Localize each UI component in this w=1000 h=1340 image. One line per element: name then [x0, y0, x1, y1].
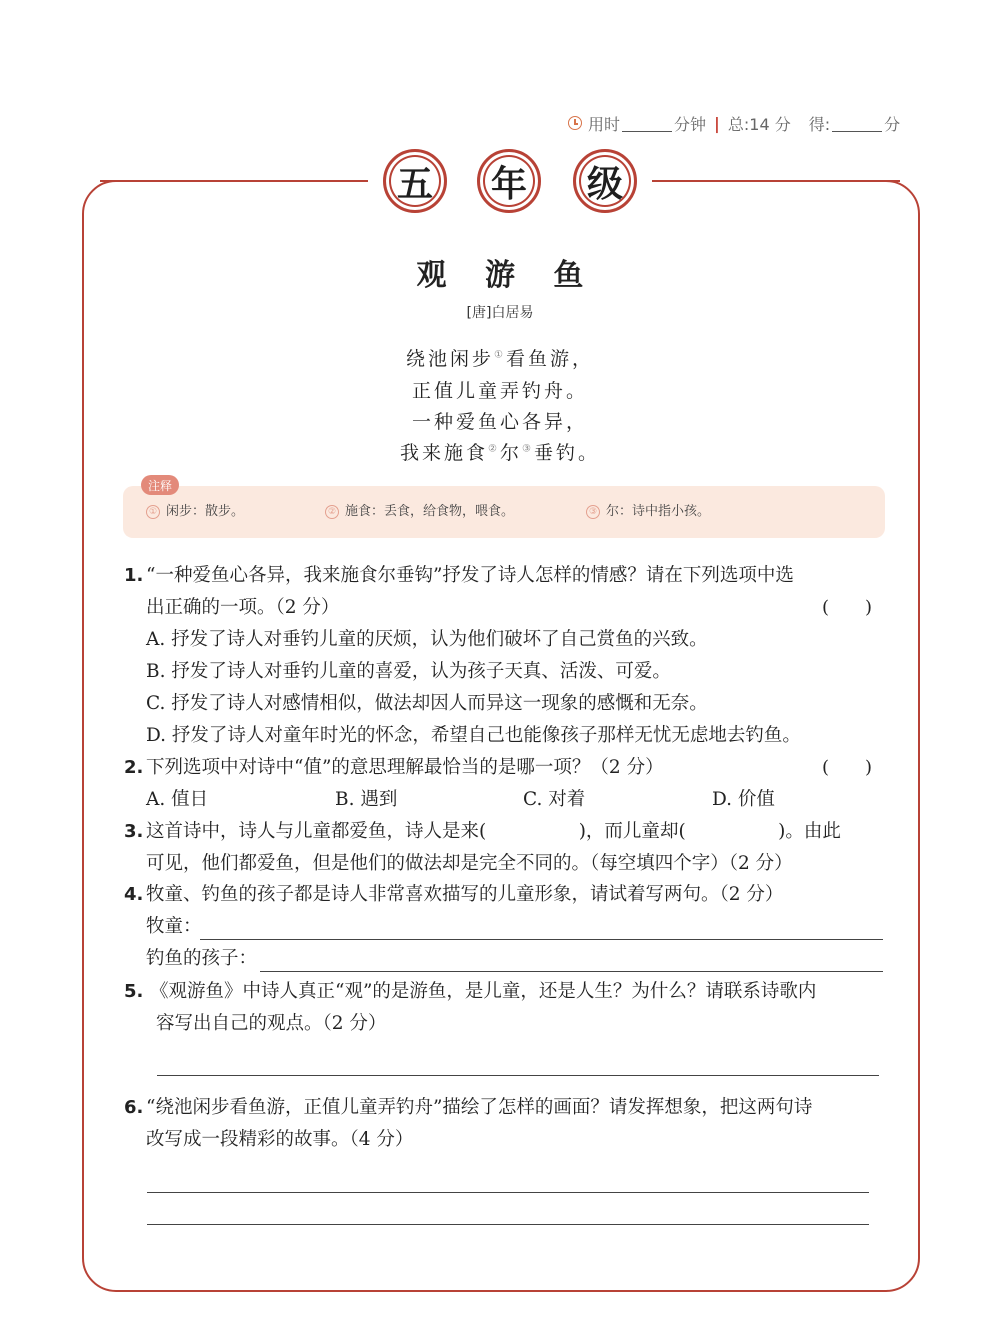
question-2-line-1: 下列选项中对诗中“值”的意思理解最恰当的是哪一项？（2 分）: [146, 757, 664, 778]
question-1-answer-paren[interactable]: ( ): [822, 597, 873, 618]
question-4-line-1: 牧童、钓鱼的孩子都是诗人非常喜欢描写的儿童形象，请试着写两句。（2 分）: [146, 884, 784, 905]
question-4-answer-line-2[interactable]: [260, 971, 883, 972]
score-unit: 分: [884, 114, 901, 134]
question-2-option-d[interactable]: D. 价值: [712, 789, 775, 810]
poem-line-2: 正值儿童弄钓舟。: [411, 380, 588, 402]
question-6-number: 6.: [124, 1097, 144, 1118]
note-1: ① 闲步：散步。: [146, 500, 244, 519]
question-5-answer-line[interactable]: [157, 1075, 879, 1076]
question-3-line-2: 可见，他们都爱鱼，但是他们的做法却是完全不同的。（每空填四个字）（2 分）: [146, 853, 793, 874]
time-label: 用时: [588, 114, 621, 134]
poem-title: 观 游 鱼: [416, 258, 598, 293]
question-1-option-d[interactable]: D. 抒发了诗人对童年时光的怀念，希望自己也能像孩子那样无忧无虑地去钓鱼。: [146, 725, 801, 746]
time-score-bar: [568, 110, 913, 136]
question-1-option-c[interactable]: C. 抒发了诗人对感情相似，做法却因人而异这一现象的感慨和无奈。: [146, 693, 708, 714]
poem-line-4: 我来施食②尔③垂钓。: [400, 442, 600, 464]
question-4-answer-line-1[interactable]: [200, 939, 883, 940]
question-6-answer-line-2[interactable]: [147, 1224, 869, 1225]
frame-divider-right: [652, 180, 900, 182]
question-6-answer-line-1[interactable]: [147, 1192, 869, 1193]
question-4-field-2-label: 钓鱼的孩子：: [146, 948, 258, 969]
clock-icon: [568, 116, 582, 130]
question-5-line-2: 容写出自己的观点。（2 分）: [156, 1013, 387, 1034]
frame-divider-left: [100, 180, 368, 182]
question-2-option-b[interactable]: B. 遇到: [335, 789, 398, 810]
question-3-line-1[interactable]: 这首诗中，诗人与儿童都爱鱼，诗人是来( )，而儿童却( )。由此: [146, 821, 841, 842]
total-score: 总:14 分: [727, 114, 791, 134]
question-6-line-1: “绕池闲步看鱼游，正值儿童弄钓舟”描绘了怎样的画面？请发挥想象，把这两句诗: [146, 1097, 813, 1118]
note-3: ③ 尔：诗中指小孩。: [586, 500, 710, 519]
question-1-line-2: 出正确的一项。（2 分）: [146, 597, 340, 618]
question-2-answer-paren[interactable]: ( ): [822, 757, 873, 778]
question-2-option-a[interactable]: A. 值日: [146, 789, 209, 810]
poem-line-3: 一种爱鱼心各异，: [411, 411, 588, 433]
question-5-number: 5.: [124, 981, 144, 1002]
question-4-number: 4.: [124, 884, 144, 905]
question-3-number: 3.: [124, 821, 144, 842]
question-1-number: 1.: [124, 565, 144, 586]
poem-author: [唐]白居易: [466, 305, 534, 321]
question-2-number: 2.: [124, 757, 144, 778]
note-2: ② 施食：丢食，给食物，喂食。: [325, 500, 514, 519]
question-1-option-a[interactable]: A. 抒发了诗人对垂钓儿童的厌烦，认为他们破坏了自己赏鱼的兴致。: [146, 629, 708, 650]
question-5-line-1: 《观游鱼》中诗人真正“观”的是游鱼，是儿童，还是人生？为什么？请联系诗歌内: [150, 981, 817, 1002]
time-blank[interactable]: [622, 115, 672, 132]
score-label: 得:: [808, 114, 831, 134]
minute-unit: 分钟: [674, 114, 707, 134]
grade-badge-3: 级: [573, 149, 637, 213]
poem-line-1: 绕池闲步①看鱼游，: [406, 348, 594, 370]
grade-badge-1: 五: [383, 149, 447, 213]
question-4-field-1-label: 牧童：: [146, 916, 202, 937]
notes-tag: 注释: [141, 475, 179, 495]
grade-badge-2: 年: [477, 149, 541, 213]
divider: |: [714, 113, 720, 133]
question-2-option-c[interactable]: C. 对着: [523, 789, 586, 810]
question-1-option-b[interactable]: B. 抒发了诗人对垂钓儿童的喜爱，认为孩子天真、活泼、可爱。: [146, 661, 671, 682]
question-1-line-1: “一种爱鱼心各异，我来施食尔垂钩”抒发了诗人怎样的情感？请在下列选项中选: [146, 565, 794, 586]
score-blank[interactable]: [832, 115, 882, 132]
question-6-line-2: 改写成一段精彩的故事。（4 分）: [146, 1129, 414, 1150]
